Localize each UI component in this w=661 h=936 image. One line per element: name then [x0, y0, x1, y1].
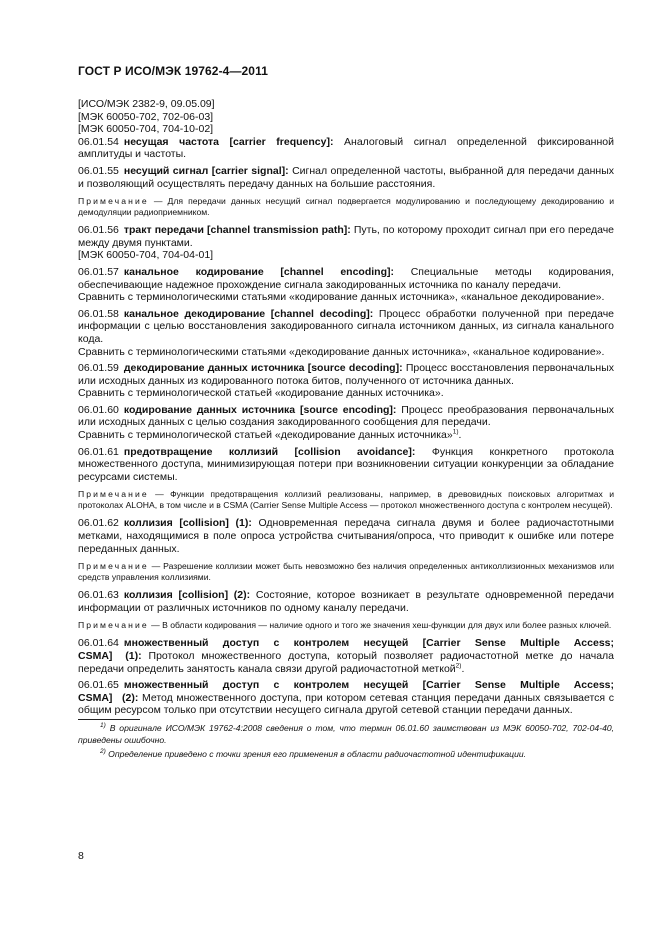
entry-definition: Состояние, которое возникает в результате одновременной передачи информации от различных источников по одному каналу передачи.	[78, 589, 615, 614]
entry-definition: Протокол множественного доступа, который позволяет радиочастотной метке до начала передачи определить занятость канала связи другой радиочастотной меткой	[78, 650, 614, 675]
entry-number: 06.01.61	[78, 445, 119, 458]
note-label: Примечание	[78, 561, 149, 572]
entry-note	[78, 489, 614, 511]
entry-term: коллизия [collision] (2):	[123, 589, 251, 602]
entry-06-01-58	[78, 308, 614, 346]
entry-06-01-56	[78, 224, 614, 249]
entry-06-01-62	[78, 517, 614, 555]
entry-term: канальное декодирование [channel decoding]:	[123, 307, 374, 320]
document-header: ГОСТ Р ИСО/МЭК 19762-4—2011	[78, 64, 268, 78]
entry-number: 06.01.58	[78, 307, 119, 320]
entry-06-01-61	[78, 446, 614, 484]
entry-note	[78, 620, 614, 631]
entry-definition: Функция конкретного протокола множественного доступа, минимизирующая потери при возникновении ситуации конкуренции за обладание ресурсами системы.	[78, 445, 615, 483]
entry-definition: Процесс восстановления первоначальных или исходных данных из кодированного потока битов, полученного от источника данных.	[78, 362, 614, 387]
footnote-ref: 1)	[452, 428, 459, 436]
entry-06-01-55	[78, 165, 614, 190]
compare-line: Сравнить с терминологическими статьями «кодирование данных источника», «канальное декодирование».	[78, 291, 605, 304]
entry-number: 06.01.64	[78, 637, 119, 650]
entry-06-01-57	[78, 266, 614, 291]
entry-definition: Одновременная передача сигнала двумя и более радиочастотными метками, находящимися в поле опроса устройства считывания/опроса, что приводит к ошибке или потере переданных данных.	[78, 517, 614, 555]
footnote-text: Определение приведено с точки зрения его применения в области радиочастотной идентификации.	[108, 749, 527, 760]
entry-number: 06.01.63	[78, 589, 119, 602]
entry-number: 06.01.57	[78, 265, 119, 278]
entry-note	[78, 196, 614, 218]
entry-06-01-54	[78, 136, 614, 161]
entry-term: множественный доступ с контролем несущей [Carrier Sense Multiple Access; CSMA] (1):	[78, 637, 614, 662]
entry-definition: Аналоговый сигнал определенной фиксированной амплитуды и частоты.	[78, 135, 614, 161]
entry-term: кодирование данных источника [source encoding]:	[123, 403, 397, 416]
entry-definition: Путь, по которому проходит сигнал при его передаче между двумя пунктами.	[78, 224, 614, 249]
entry-number: 06.01.59	[78, 362, 119, 375]
entry-number: 06.01.54	[78, 135, 119, 148]
reference-line: [МЭК 60050-704, 704-10-02]	[78, 123, 214, 136]
footnote-mark: 1)	[100, 722, 106, 730]
entry-06-01-59	[78, 362, 614, 387]
compare-text: Сравнить с терминологической статьей «декодирование данных источника»	[78, 429, 453, 442]
entry-note	[78, 561, 614, 583]
note-text: — Функции предотвращения коллизий реализованы, например, в древовидных поисковых алгоритмах и протоколах ALOHA, в том числе и в CSMA (Carrier Sense Multiple Access — протокол множественного доступа с контролем несущей).	[78, 489, 615, 511]
entry-06-01-63	[78, 589, 614, 614]
reference-line: [МЭК 60050-702, 702-06-03]	[78, 110, 214, 123]
entry-term: несущая частота [carrier frequency]:	[123, 135, 334, 148]
footnote-mark: 2)	[100, 748, 106, 756]
note-label: Примечание	[78, 620, 149, 631]
entry-number: 06.01.60	[78, 403, 119, 416]
note-text: — Разрешение коллизии может быть невозможно без наличия определенных антиколлизионных механизмов или средств управления коллизиями.	[78, 561, 615, 583]
entry-term: множественный доступ с контролем несущей [Carrier Sense Multiple Access; CSMA] (2):	[78, 679, 614, 704]
entry-term: предотвращение коллизий [collision avoidance]:	[123, 445, 416, 458]
entry-06-01-65	[78, 679, 614, 717]
entry-number: 06.01.65	[78, 679, 119, 692]
compare-line: Сравнить с терминологическими статьями «декодирование данных источника», «канальное кодирование».	[78, 345, 605, 358]
footnote	[78, 723, 614, 746]
footnote-ref: 2)	[455, 662, 462, 670]
entry-definition: Процесс обработки полученной при передаче информации с целью восстановления закодированного сигнала источником данных, из сигнала канального кода.	[78, 307, 615, 345]
entry-term: несущий сигнал [carrier signal]:	[123, 164, 289, 177]
entry-number: 06.01.62	[78, 517, 119, 530]
entry-definition: Процесс преобразования первоначальных или исходных данных с целью создания закодированного сообщения для передачи.	[78, 403, 614, 429]
footnote-separator	[78, 719, 140, 720]
note-label: Примечание	[78, 489, 149, 500]
entry-term: канальное кодирование [channel encoding]:	[123, 265, 394, 278]
note-text: — Для передачи данных несущий сигнал подвергается модулированию и последующему декодированию и демодуляции радиоприемником.	[78, 196, 615, 218]
footnote	[78, 749, 614, 761]
page-number: 8	[78, 850, 84, 862]
entry-term: коллизия [collision] (1):	[123, 517, 252, 530]
entry-definition: Сигнал определенной частоты, выбранной для передачи данных и позволяющий осуществлять передачу данных на большие расстояния.	[78, 164, 615, 190]
entry-06-01-60	[78, 404, 614, 429]
entry-term: декодирование данных источника [source decoding]:	[123, 362, 403, 375]
entry-definition: Специальные методы кодирования, обеспечивающие надежное прохождение сигнала закодированных источника по каналу передачи.	[78, 265, 615, 291]
note-text: — В области кодирования — наличие одного и того же значения хеш-функции для двух или более разных ключей.	[151, 620, 612, 631]
reference-line: [МЭК 60050-704, 704-04-01]	[78, 249, 214, 262]
entry-06-01-64: 06.01.64 множественный доступ с контролем несущей [Carrier Sense Multiple Access; CSMA] (1): Протокол множественного доступа, который позволяет радиочастотной метке до начала передачи определить занятость канала связи другой радиочастотной меткой$^{2)}$.	[78, 637, 614, 675]
reference-line: [ИСО/МЭК 2382-9, 09.05.09]	[78, 98, 215, 110]
entry-term: тракт передачи [channel transmission path]:	[123, 224, 351, 237]
document-body	[78, 98, 614, 764]
compare-line: Сравнить с терминологической статьей «декодирование данных источника»$^{1)}$.	[78, 428, 462, 442]
entry-number: 06.01.55	[78, 164, 119, 177]
entry-number: 06.01.56	[78, 224, 119, 237]
compare-line: Сравнить с терминологической статьей «кодирование данных источника».	[78, 387, 444, 400]
note-label: Примечание	[78, 196, 149, 207]
footnote-text: В оригинале ИСО/МЭК 19762-4:2008 сведения о том, что термин 06.01.60 заимствован из МЭК 60050-702, 702-04-40, приведены ошибочно.	[78, 722, 615, 745]
entry-definition: Метод множественного доступа, при котором сетевая станция передачи данных связывается с общим ресурсом только при отсутствии несущего сигнала другой сетевой станции передачи данных.	[78, 691, 614, 717]
